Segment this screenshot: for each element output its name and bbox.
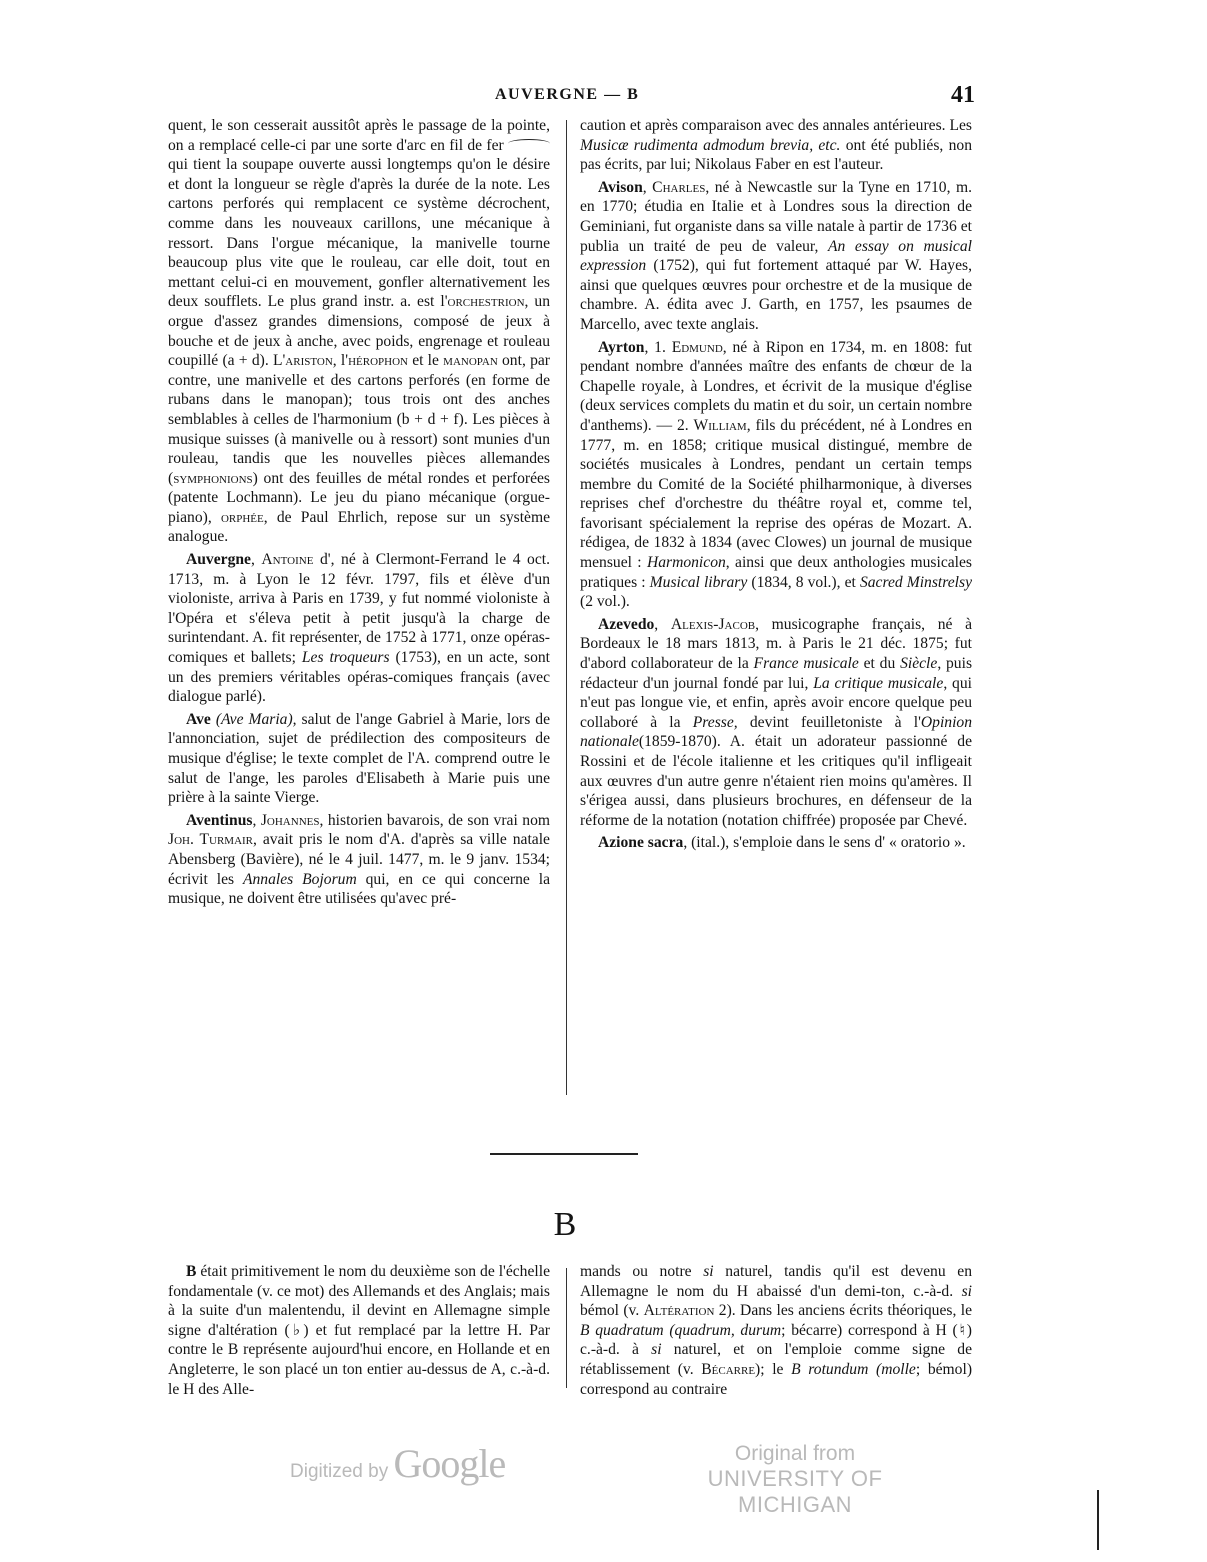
entry-ayrton: Ayrton, 1. Edmund, né à Ripon en 1734, m. en 1808: fut pendant nombre d'années maître des enfants de chœur de la Chapelle royale, à Londres, et écrivit de la musique d'église (deux services complets du matin et du soir, un certain nombre d'anthems). — 2. William, fils du précédent, né à Londres en 1777, m. en 1858; critique musical distingué, membre de sociétés musicales à Londres, pendant un certain temps membre du Comité de la Société philharmonique, à diverses reprises chef d'orchestre du théâtre royal et, comme tel, favorisant spécialement la reprise des opéras de Mozart. A. rédigea, de 1832 à 1834 (avec Clowes) un journal de musique mensuel : Harmonicon, ainsi que deux anthologies musicales pratiques : Musical library (1834, 8 vol.), et Sacred Minstrelsy (2 vol.). [580, 338, 973, 611]
headword: Avison [598, 178, 643, 196]
paragraph-orgue-continuation: quent, le son cesserait aussitôt après le passage de la pointe, on a remplacé celle-ci par une sorte d'arc en fil de fer qui tient la soupape ouverte aussi longtemps qu'on le désire et dont la longueur se règle d'après la durée de la note. Les cartons perforés qui remplacent ce système décrochent, comme dans les nouveaux carillons, une mécanique à ressort. Dans l'orgue mécanique, la manivelle tourne beaucoup plus vite que le rouleau, car elle doit, tout en mettant celui-ci en mouvement, gonfler alternativement les deux soufflets. Le plus grand instr. a. est l'orchestrion, un orgue d'assez grandes dimensions, composé de jeux à bouche et de jeux à anche, avec poids, engrenage et rouleau coupillé (a + d). L'ariston, l'hérophon et le manopan ont, par contre, une manivelle et des cartons perforés (en forme de rubans dans le manopan); tous trois ont des anches semblables à celles de l'harmonium (b + d + f). Les pièces à musique suisses (à manivelle ou à ressort) sont munies d'un rouleau, tandis que les nouvelles pièces allemandes (symphonions) ont des feuilles de métal rondes et perforées (patente Lochmann). Le jeu du piano mécanique (orgue-piano), orphée, de Paul Ehrlich, repose sur un système analogue. [168, 117, 551, 546]
scan-edge-mark [1097, 1490, 1099, 1550]
section-separator [490, 1153, 638, 1155]
left-column [168, 116, 550, 909]
digitized-by-watermark: Digitized by Google [290, 1441, 506, 1486]
headword: Azione sacra [598, 834, 684, 852]
right-column [580, 116, 972, 853]
column-divider [566, 1268, 567, 1388]
column-divider [566, 120, 567, 1095]
b-left-column [168, 1262, 550, 1399]
page-number: 41 [951, 82, 975, 108]
running-header [165, 82, 985, 112]
section-heading: B [553, 1206, 577, 1243]
running-head-title: AUVERGNE — B [495, 86, 640, 103]
headword: Ave [186, 710, 211, 728]
entry-aventinus: Aventinus, Johannes, historien bavarois, de son vrai nom Joh. Turmair, avait pris le nom d'A. d'après sa ville natale Abensberg (Bavière), né le 4 juil. 1477, m. le 9 janv. 1534; écrivit les Annales Bojorum qui, en ce qui concerne la musique, ne doivent être utilisées qu'avec pré- [168, 811, 551, 908]
original-from-watermark: Original from UNIVERSITY OF MICHIGAN [707, 1442, 883, 1517]
entry-avison: Avison, Charles, né à Newcastle sur la Tyne en 1710, m. en 1770; étudia en Italie et à Londres sous la direction de Geminiani, fut organiste dans sa ville natale à partir de 1736 et publia un traité de peu de valeur, An essay on musical expression (1752), qui fut fortement attaqué par W. Hayes, ainsi que quelques œuvres pour orchestre et de la musique de chambre. A. édita avec J. Garth, en 1757, les psaumes de Marcello, avec texte anglais. [580, 178, 972, 333]
wire-arc-figure [508, 139, 550, 148]
entry-auvergne: Auvergne, Antoine d', né à Clermont-Ferrand le 4 oct. 1713, m. à Lyon le 12 févr. 1797, fils et élève d'un violoniste, arriva à Paris en 1739, y fut nommé violoniste à l'Opéra et s'éleva petit à petit jusqu'à la charge de surintendant. A. fit représenter, de 1752 à 1771, onze opéras-comiques et ballets; Les troqueurs (1753), en un acte, sont un des premiers véritables opéras-comiques français (avec dialogue parlé). [168, 551, 551, 706]
headword: B [186, 1263, 197, 1280]
entry-ave: Ave (Ave Maria), salut de l'ange Gabriel à Marie, lors de l'annonciation, sujet de prédilection des compositeurs de musique d'église; le texte complet de l'A. comprend outre le salut de l'ange, les paroles d'Elisabeth à Marie puis une prière à la sainte Vierge. [168, 710, 550, 807]
b-right-column [580, 1262, 972, 1399]
entry-azione-sacra: Azione sacra, (ital.), s'emploie dans le sens d' « oratorio ». [598, 834, 966, 852]
headword: Aventinus [186, 811, 253, 829]
entry-b: B était primitivement le nom du deuxième son de l'échelle fondamentale (v. ce mot) des Allemands et des Anglais; mais à la suite d'un malentendu, il devint en Allemagne simple signe d'altération (♭) et fut remplacé par la lettre H. Par contre le B représente aujourd'hui encore, en Hollande et en Angleterre, le son placé un ton entier au-dessus de A, c.-à-d. le H des Alle- [168, 1263, 550, 1398]
paragraph-aventinus-continuation: caution et après comparaison avec des annales antérieures. Les Musicæ rudimenta admodum brevia, etc. ont été publiés, non pas écrits, par lui; Nikolaus Faber en est l'auteur. [580, 117, 972, 174]
entry-azevedo: Azevedo, Alexis-Jacob, musicographe français, né à Bordeaux le 18 mars 1813, m. à Paris le 21 déc. 1875; fut d'abord collaborateur de la France musicale et du Siècle, puis rédacteur d'un journal fondé par lui, La critique musicale, qui n'eut pas longue vie, et enfin, après avoir encore quelque peu collaboré à la Presse, devint feuilletoniste à l'Opinion nationale(1859-1870). A. était un adorateur passionné de Rossini et de l'école italienne et les critiques qu'il infligeait aux œuvres d'un autre genre n'étaient rien moins qu'amères. Il s'érigea aussi, dans plusieurs brochures, en défenseur de la réforme de la notation (notation chiffrée) proposée par Chevé. [580, 615, 973, 829]
headword: Ayrton [598, 338, 645, 356]
headword: Auvergne [186, 551, 251, 569]
headword: Azevedo [598, 615, 655, 633]
paragraph-b-continuation: mands ou notre si naturel, tandis qu'il est devenu en Allemagne le nom du H abaissé d'un demi-ton, c.-à-d. si bémol (v. Altération 2). Dans les anciens écrits théoriques, le B quadratum (quadrum, durum; bécarre) correspond à H (♮) c.-à-d. à si naturel, et on l'emploie comme signe de rétablissement (v. Bécarre); le B rotundum (molle; bémol) correspond au contraire [580, 1263, 973, 1398]
google-logo: Google [393, 1441, 506, 1486]
